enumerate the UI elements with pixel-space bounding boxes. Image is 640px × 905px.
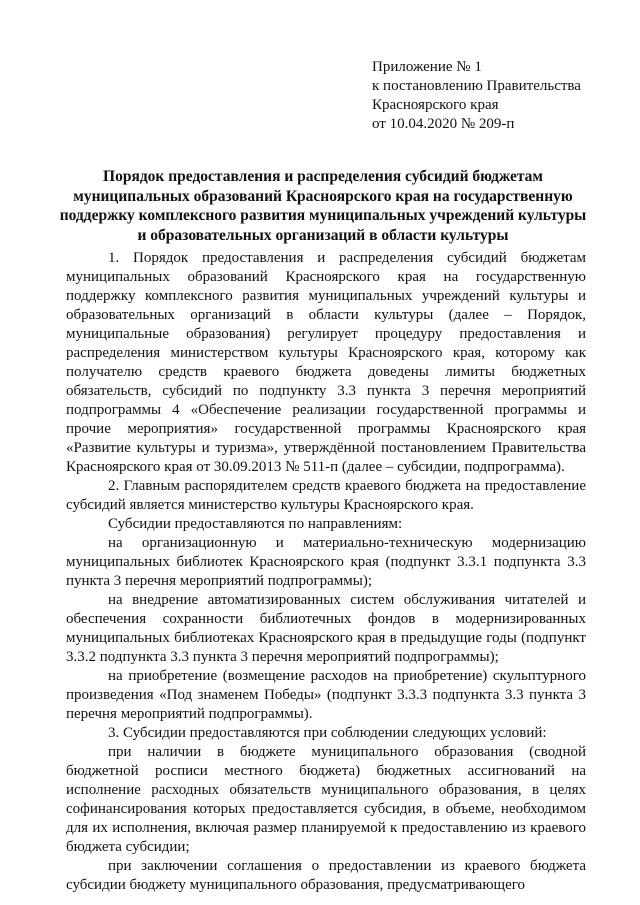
approval-line: к постановлению Правительства	[372, 78, 581, 94]
title-line: муниципальных образований Красноярского края на государственную	[73, 187, 573, 205]
approval-line: от 10.04.2020 № 209-п	[372, 116, 515, 132]
paragraph-direction-1: на организационную и материально-техническую модернизацию муниципальных библиотек Красноярского края (подпункт 3.3.1 подпункта 3.3 пункта 3 перечня мероприятий подпрограммы);	[66, 535, 586, 589]
approval-line: Красноярского края	[372, 97, 499, 113]
paragraph-3: 3. Субсидии предоставляются при соблюдении следующих условий:	[108, 725, 547, 741]
document-title	[58, 167, 588, 245]
title-line: Порядок предоставления и распределения субсидий бюджетам	[103, 168, 543, 185]
approval-line: Приложение № 1	[372, 59, 482, 75]
approval-block	[372, 58, 581, 134]
paragraph-1: 1. Порядок предоставления и распределения субсидий бюджетам муниципальных образований Красноярского края на государственную поддержку комплексного развития муниципальных учреждений культуры и образовательных организаций в области культуры (далее – Порядок, муниципальные образования) регулирует процедуру предоставления и распределения министерством культуры Красноярского края, которому как получателю средств краевого бюджета доведены лимиты бюджетных обязательств, субсидий по подпункту 3.3 пункта 3 перечня мероприятий подпрограммы 4 «Обеспечение реализации государственной программы и прочие мероприятия» государственной программы Красноярского края «Развитие культуры и туризма», утверждённой постановлением Правительства Красноярского края от 30.09.2013 № 511-п (далее – субсидии, подпрограмма).	[66, 250, 586, 475]
title-line: поддержку комплексного развития муниципальных учреждений культуры	[59, 207, 587, 224]
document-body	[66, 249, 586, 895]
paragraph-condition-1: при наличии в бюджете муниципального образования (сводной бюджетной росписи местного бюджета) бюджетных ассигнований на исполнение расходных обязательств муниципального образования, в целях софинансирования которых предоставляется субсидия, в объеме, необходимом для их исполнения, включая размер планируемой к предоставлению из краевого бюджета субсидии;	[66, 744, 586, 855]
paragraph-2: 2. Главным распорядителем средств краевого бюджета на предоставление субсидий является министерство культуры Красноярского края.	[66, 478, 586, 513]
paragraph-directions: Субсидии предоставляются по направлениям:	[108, 516, 403, 532]
title-line: и образовательных организаций в области культуры	[137, 226, 509, 244]
paragraph-direction-3: на приобретение (возмещение расходов на приобретение) скульптурного произведения «Под знаменем Победы» (подпункт 3.3.3 подпункта 3.3 пункта 3 перечня мероприятий подпрограммы).	[66, 668, 586, 722]
paragraph-direction-2: на внедрение автоматизированных систем обслуживания читателей и обеспечения сохранности библиотечных фондов в модернизированных муниципальных библиотеках Красноярского края в предыдущие годы (подпункт 3.3.2 подпункта 3.3 пункта 3 перечня мероприятий подпрограммы);	[66, 592, 586, 665]
paragraph-condition-2: при заключении соглашения о предоставлении из краевого бюджета субсидии бюджету муниципального образования, предусматривающего	[66, 858, 586, 893]
